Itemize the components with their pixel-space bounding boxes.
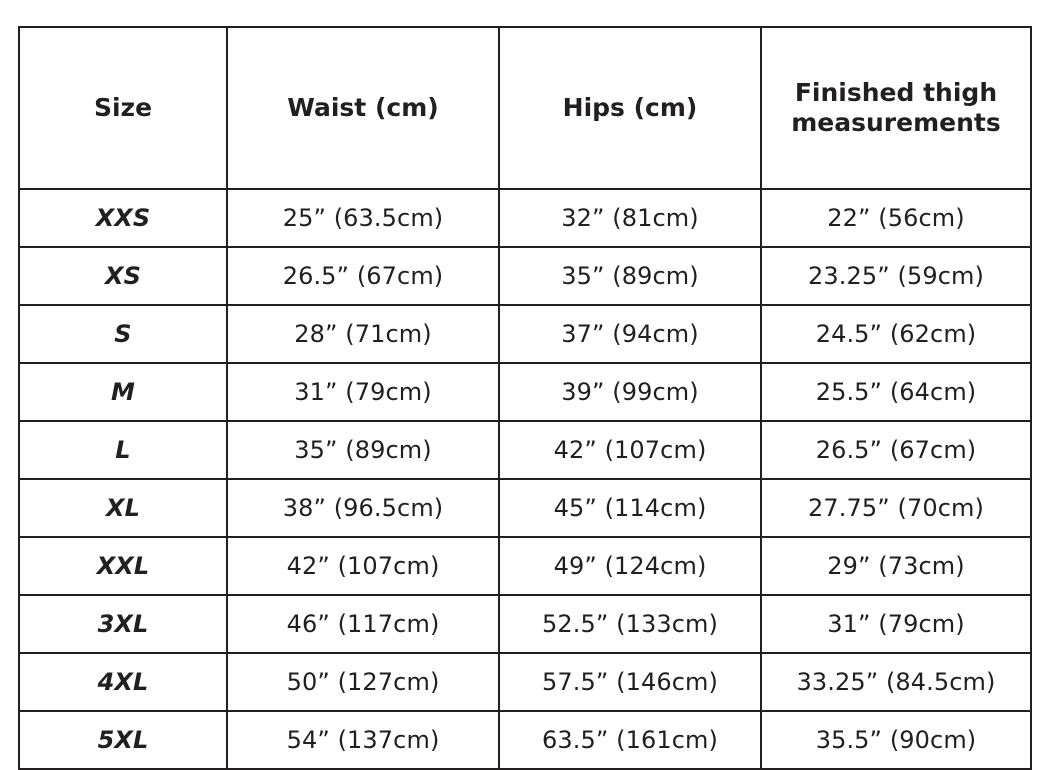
column-header-hips: Hips (cm) <box>499 27 761 189</box>
cell-hips: 49” (124cm) <box>499 537 761 595</box>
cell-thigh: 31” (79cm) <box>761 595 1031 653</box>
cell-hips: 32” (81cm) <box>499 189 761 247</box>
cell-hips: 52.5” (133cm) <box>499 595 761 653</box>
cell-size: XS <box>19 247 227 305</box>
cell-thigh: 26.5” (67cm) <box>761 421 1031 479</box>
cell-thigh: 27.75” (70cm) <box>761 479 1031 537</box>
cell-waist: 25” (63.5cm) <box>227 189 499 247</box>
column-header-size: Size <box>19 27 227 189</box>
cell-size: XL <box>19 479 227 537</box>
column-header-thigh: Finished thigh measurements <box>761 27 1031 189</box>
cell-hips: 35” (89cm) <box>499 247 761 305</box>
cell-hips: 45” (114cm) <box>499 479 761 537</box>
size-chart-table <box>18 26 1032 770</box>
table-row <box>19 421 1031 479</box>
cell-waist: 35” (89cm) <box>227 421 499 479</box>
cell-waist: 26.5” (67cm) <box>227 247 499 305</box>
cell-waist: 31” (79cm) <box>227 363 499 421</box>
table-row <box>19 363 1031 421</box>
table-row <box>19 305 1031 363</box>
table-row <box>19 189 1031 247</box>
table-row <box>19 595 1031 653</box>
cell-hips: 37” (94cm) <box>499 305 761 363</box>
cell-waist: 28” (71cm) <box>227 305 499 363</box>
cell-size: XXL <box>19 537 227 595</box>
table-row <box>19 653 1031 711</box>
table-row <box>19 537 1031 595</box>
column-header-waist: Waist (cm) <box>227 27 499 189</box>
cell-size: 3XL <box>19 595 227 653</box>
table-body <box>19 189 1031 769</box>
cell-size: S <box>19 305 227 363</box>
cell-size: L <box>19 421 227 479</box>
cell-thigh: 22” (56cm) <box>761 189 1031 247</box>
table-row <box>19 479 1031 537</box>
cell-thigh: 24.5” (62cm) <box>761 305 1031 363</box>
cell-hips: 42” (107cm) <box>499 421 761 479</box>
cell-waist: 42” (107cm) <box>227 537 499 595</box>
cell-size: XXS <box>19 189 227 247</box>
cell-waist: 50” (127cm) <box>227 653 499 711</box>
cell-thigh: 33.25” (84.5cm) <box>761 653 1031 711</box>
header-row <box>19 27 1031 189</box>
table-row <box>19 711 1031 769</box>
cell-waist: 46” (117cm) <box>227 595 499 653</box>
cell-thigh: 23.25” (59cm) <box>761 247 1031 305</box>
cell-thigh: 29” (73cm) <box>761 537 1031 595</box>
table-header <box>19 27 1031 189</box>
cell-thigh: 25.5” (64cm) <box>761 363 1031 421</box>
cell-waist: 54” (137cm) <box>227 711 499 769</box>
cell-hips: 39” (99cm) <box>499 363 761 421</box>
cell-hips: 57.5” (146cm) <box>499 653 761 711</box>
cell-size: 5XL <box>19 711 227 769</box>
cell-size: M <box>19 363 227 421</box>
cell-thigh: 35.5” (90cm) <box>761 711 1031 769</box>
cell-waist: 38” (96.5cm) <box>227 479 499 537</box>
cell-size: 4XL <box>19 653 227 711</box>
table-row <box>19 247 1031 305</box>
cell-hips: 63.5” (161cm) <box>499 711 761 769</box>
